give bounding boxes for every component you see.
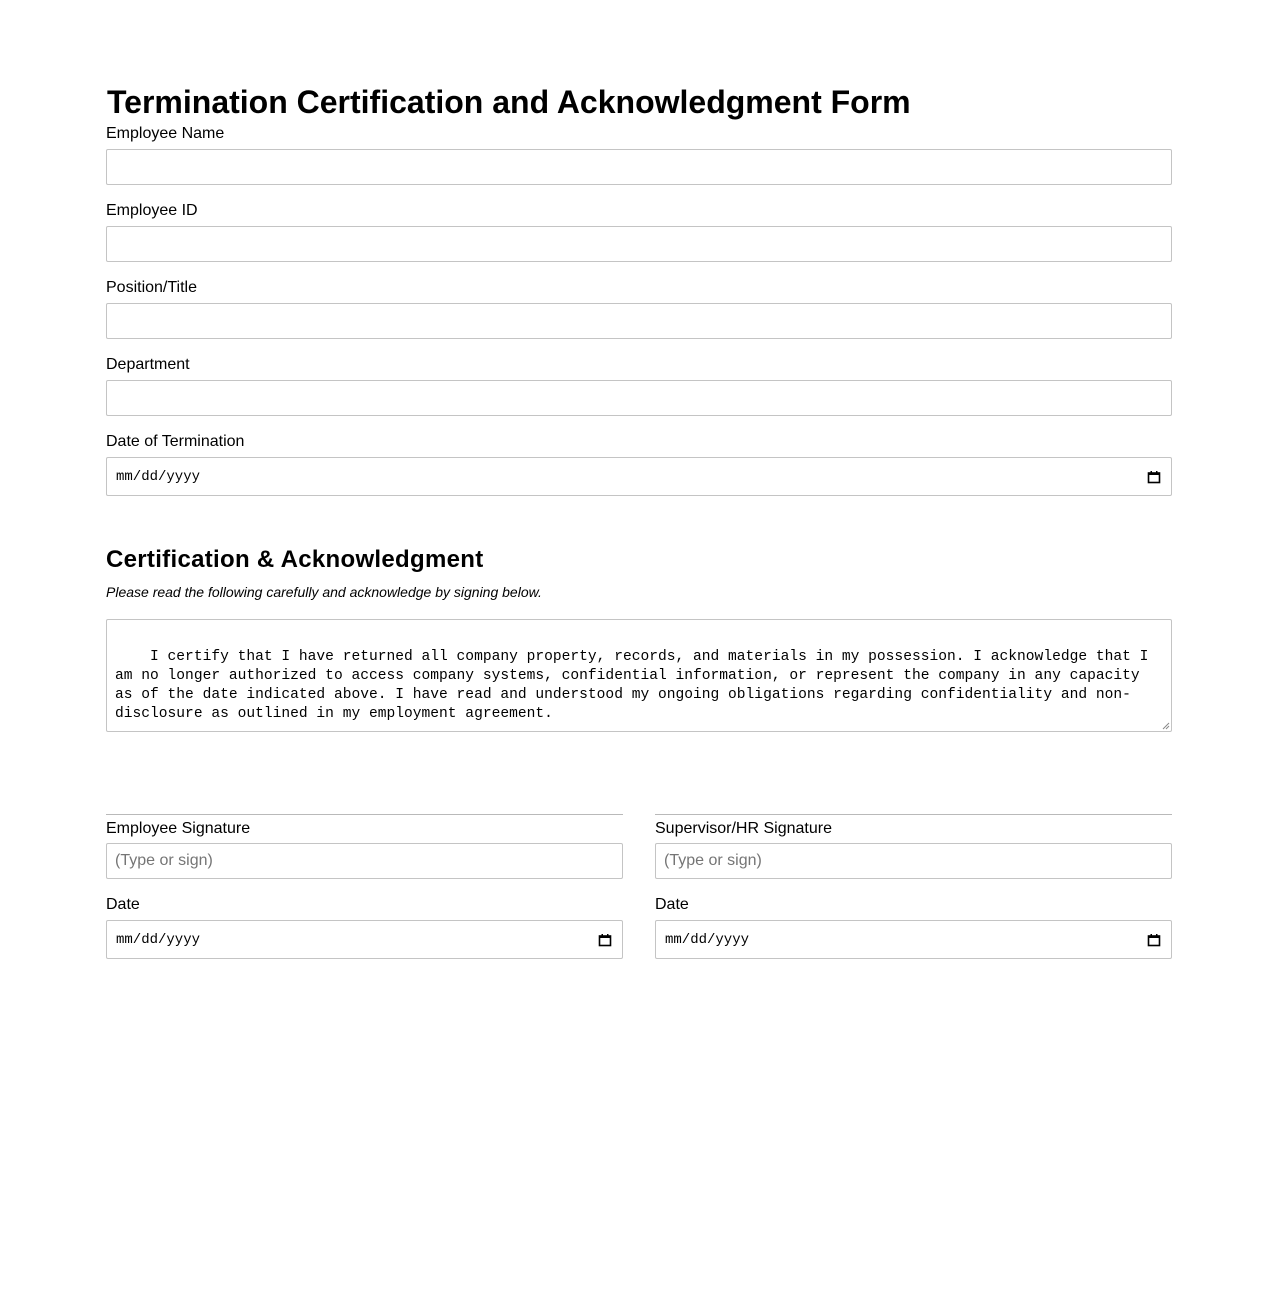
termination-date-placeholder: mm/dd/yyyy [116, 468, 201, 485]
employee-name-label: Employee Name [106, 125, 225, 142]
employee-id-input[interactable] [106, 226, 1172, 262]
department-input[interactable] [106, 380, 1172, 416]
employee-date-placeholder: mm/dd/yyyy [116, 931, 201, 948]
certification-instructions: Please read the following carefully and acknowledge by signing below. [106, 584, 542, 600]
employee-name-field [106, 125, 1172, 185]
supervisor-date-placeholder: mm/dd/yyyy [665, 931, 750, 948]
certification-statement-textarea[interactable] [106, 619, 1172, 732]
position-title-input[interactable] [106, 303, 1172, 339]
supervisor-signature-label: Supervisor/HR Signature [655, 820, 832, 837]
employee-name-input[interactable] [106, 149, 1172, 185]
employee-signature-input[interactable]: (Type or sign) [106, 843, 623, 879]
supervisor-date-label: Date [655, 896, 689, 913]
employee-date-input[interactable] [106, 920, 623, 959]
page-title: Termination Certification and Acknowledgment Form [107, 84, 911, 120]
employee-signature-line [106, 814, 623, 815]
department-label: Department [106, 356, 190, 373]
position-title-field [106, 279, 1172, 339]
employee-signature-label: Employee Signature [106, 820, 251, 837]
calendar-icon[interactable] [598, 933, 612, 947]
supervisor-signature-block [655, 814, 1172, 959]
department-field [106, 356, 1172, 416]
signature-section [106, 814, 1172, 959]
termination-date-label: Date of Termination [106, 433, 245, 450]
termination-date-field [106, 433, 1172, 496]
employee-id-label: Employee ID [106, 202, 198, 219]
position-title-label: Position/Title [106, 279, 197, 296]
resize-handle-icon[interactable] [1161, 721, 1170, 730]
calendar-icon[interactable] [1147, 470, 1161, 484]
supervisor-signature-input[interactable]: (Type or sign) [655, 843, 1172, 879]
employee-signature-block [106, 814, 623, 959]
calendar-icon[interactable] [1147, 933, 1161, 947]
termination-form [106, 0, 1172, 959]
certification-heading: Certification & Acknowledgment [106, 546, 484, 573]
employee-id-field [106, 202, 1172, 262]
certification-statement-text: I certify that I have returned all company property, records, and materials in my possession. I acknowledge that I am no longer authorized to access company systems, confidential information, or represent the company in any capacity as of the date indicated above. I have read and understood my ongoing obligations regarding confidentiality and non-disclosure as outlined in my employment agreement. [115, 649, 1158, 722]
employee-date-label: Date [106, 896, 140, 913]
supervisor-date-input[interactable] [655, 920, 1172, 959]
supervisor-signature-line [655, 814, 1172, 815]
termination-date-input[interactable] [106, 457, 1172, 496]
